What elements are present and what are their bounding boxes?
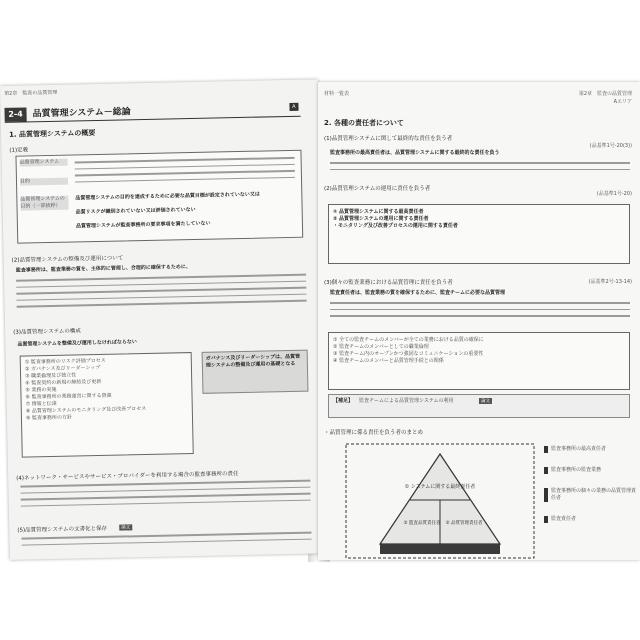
component-item: ⑤ 業務の実施 — [25, 386, 57, 394]
def-highlight-3: 品質管理システムが監査事務所の要求事項を満たしていない — [75, 220, 211, 230]
component-item: ⑥ 監査事務所の業務運営に関する資源 — [25, 392, 112, 401]
heading-r1: (1)品質管理システムに関して最終的な責任を負う者 — [324, 136, 453, 142]
side-label: 監査責任者 — [544, 516, 636, 523]
component-item: ⑧ 品質管理システムのモニタリング及び改善プロセス — [25, 406, 147, 415]
def-highlight-1: 品質管理システムの目的を達成するために必要な品質目標が設定されていない又は — [75, 191, 260, 202]
r3-body-lines — [330, 302, 630, 322]
r2-item: ① 品質管理システムに関する最高責任者 — [333, 209, 424, 215]
component-item: ④ 監査契約の新規の締結及び更新 — [25, 378, 102, 387]
r3-item: ③ 監査チーム内のオープンかつ強固なコミュニケーションの重要性 — [333, 351, 484, 357]
callout-box — [202, 350, 309, 394]
r1-bold-text: 監査事務所の最高責任者は、品質管理システムに関する最終的な責任を負う — [330, 150, 500, 156]
note-label: 【補足】 — [333, 398, 354, 404]
r3-item: ② 監査チームのメンバーとしての職業倫理 — [333, 344, 429, 350]
side-label: 監査事務所の監査業務 — [544, 467, 636, 474]
heading-components: (3)品質管理システムの構成 — [13, 328, 81, 336]
r3-box — [328, 332, 630, 390]
def-row-1-label: 品質管理システム — [20, 159, 68, 167]
heading-definition: (1)定義 — [9, 147, 29, 154]
heading-r2: (2)品質管理システムの運用に責任を負う者 — [324, 186, 431, 192]
running-head-left: 材料一覧表 — [324, 91, 350, 97]
maintain-bold-text: 監査事務所は、監査業務の質を、主体的に管理し、合理的に確保するために、 — [15, 264, 191, 274]
component-item: ② ガバナンス及びリーダーシップ — [24, 364, 101, 373]
section-header — [4, 102, 300, 123]
section-title: 品質管理システム－総論 — [32, 107, 131, 120]
heading-maintain: (2)品質管理システムの整備及び運用について — [11, 255, 124, 264]
definition-table — [15, 150, 303, 244]
component-item: ⑨ 監査事務所の方針 — [25, 414, 73, 422]
component-item: ⑦ 情報と伝達 — [25, 400, 57, 408]
summary-title: ・品質管理に係る責任を負う者のまとめ — [324, 430, 424, 436]
r2-item: ・モニタリング及び改善プロセスの運用に関する責任者 — [333, 223, 458, 229]
left-page — [0, 79, 328, 560]
pyramid-mid-right-label: ② 品質管理責任者 — [445, 521, 483, 526]
heading-r3: (3)個々の監査業務における品質管理に責任を負う者 — [324, 280, 453, 286]
pyramid-top-label: ① システムに関する最終責任者 — [404, 484, 476, 490]
r1-body-lines — [330, 162, 630, 175]
r2-ref: (品基準1号-20) — [596, 191, 632, 197]
def-body-lines — [75, 157, 295, 188]
running-head-right: 第2章 監査の品質管理 — [578, 91, 632, 97]
heading-overview: 1. 品質管理システムの概要 — [8, 129, 96, 139]
component-item: ③ 職業倫理及び独立性 — [25, 372, 77, 380]
def-row-2-label: 目的 — [20, 178, 68, 186]
r3-item: ① 全ての監査チームのメンバーが全ての業務における品質の確保に — [333, 337, 484, 343]
side-label: 監査事務所の個々の業務の品質管理責任者 — [544, 488, 636, 502]
heading-document: (5)品質管理システムの文書化と保存 — [17, 525, 108, 534]
note-tag: 論文 — [481, 399, 490, 404]
area-tag: A — [289, 103, 299, 111]
note-box — [328, 394, 630, 418]
r3-ref: (品基準2号-13-14) — [588, 279, 632, 285]
def-highlight-2: 品質リスクが識別されていない又は評価されていない — [75, 206, 196, 216]
network-body-lines — [20, 480, 310, 512]
section-number: 2-4 — [4, 107, 26, 121]
pyramid-mid-left-label: ② 監査品質責任者 — [403, 521, 441, 526]
r2-box — [328, 204, 630, 264]
components-list — [20, 352, 194, 458]
heading-responsible: 2. 各種の責任者について — [324, 119, 404, 127]
r3-item: ④ 監査チームのメンバーと品質管理手続との関係 — [333, 358, 444, 364]
callout-text: ガバナンス及びリーダーシップは、品質管理システムの整備及び運用の基礎となる — [205, 353, 301, 369]
side-label: 監査事務所の最高責任者 — [544, 446, 636, 453]
r1-ref: (品基準1号-20(3)) — [589, 143, 632, 149]
component-item: ① 監査事務所のリスク評価プロセス — [24, 357, 106, 366]
running-head: 第2章 監査の品質管理 — [4, 89, 58, 97]
responsibility-diagram — [340, 440, 540, 560]
components-bold-text: 品質管理システムを整備及び運用しなければならない — [17, 339, 137, 348]
r3-bold-text: 監査責任者は、監査業務の質を確保するために、監査チームに必要な品質管理 — [330, 290, 506, 296]
right-page — [318, 82, 640, 560]
area-label: Aエリア — [613, 99, 632, 105]
document-body-lines — [21, 532, 311, 551]
maintain-body-lines — [16, 274, 307, 313]
heading-network: (4)ネットワーク・サービスやサービス・プロバイダーを利用する場合の監査事務所の責任 — [16, 471, 239, 482]
note-text: 監査チームによる品質管理システムの利用 — [359, 398, 454, 404]
r2-item: ② 品質管理システムの運用に関する責任者 — [333, 216, 429, 222]
document-tag: 論文 — [119, 524, 132, 530]
def-row-3-label: 品質管理システムの目的（一部抜粋） — [20, 196, 68, 211]
